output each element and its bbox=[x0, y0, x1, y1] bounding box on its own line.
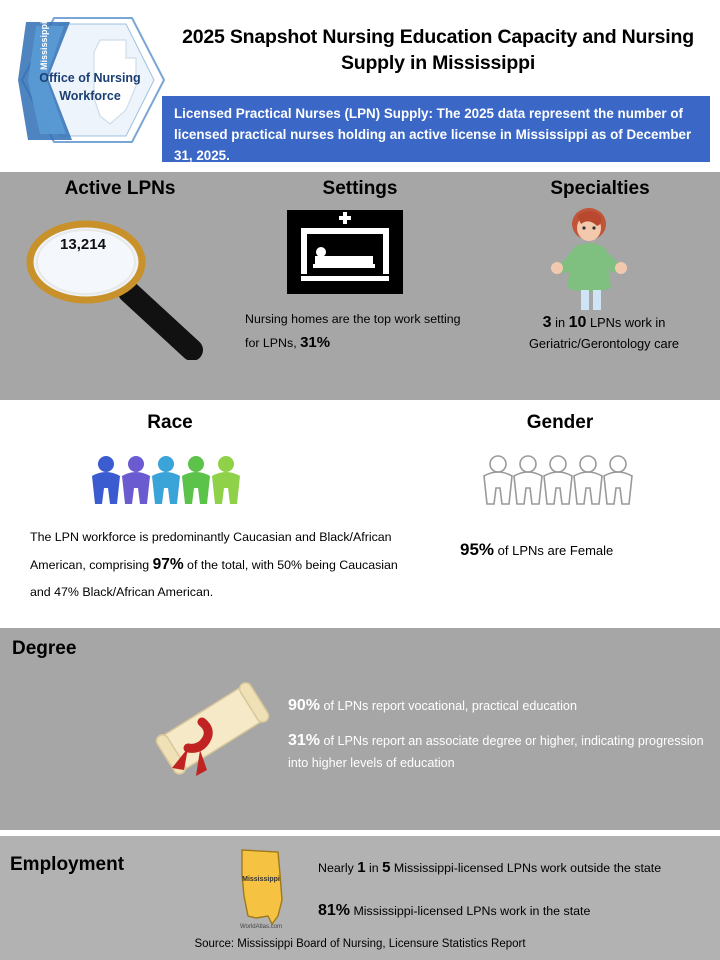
race-value: 97% bbox=[152, 556, 184, 573]
degree-line-2 bbox=[288, 730, 708, 774]
degree-line-1 bbox=[288, 696, 708, 716]
page-title: 2025 Snapshot Nursing Education Capacity and Nursing Supply in Mississippi bbox=[182, 26, 694, 74]
emp-line1-post: Mississippi-licensed LPNs work outside the state bbox=[390, 861, 662, 875]
settings-text-pre: Nursing homes are the top work setting for LPNs, bbox=[245, 312, 461, 350]
specialties-text-post: LPNs work in Geriatric/Gerontology care bbox=[528, 315, 680, 351]
specialties-value-2: 10 bbox=[568, 314, 587, 331]
specialties-heading: Specialties bbox=[550, 178, 650, 199]
diploma-scroll-icon bbox=[130, 670, 290, 790]
emp-line1-v1: 1 bbox=[357, 859, 366, 876]
specialties-block bbox=[480, 178, 720, 200]
emp-line1-mid: in bbox=[365, 861, 383, 875]
emp-line1-pre: Nearly bbox=[318, 861, 358, 875]
lpn-supply-banner: Licensed Practical Nurses (LPN) Supply: The 2025 data represent the number of licensed practical nurses holding an active license in Mississippi as of December 31, 2025. bbox=[162, 96, 710, 162]
map-watermark: WorldAtlas.com bbox=[240, 924, 282, 930]
race-heading: Race bbox=[147, 412, 193, 433]
magnifier-icon bbox=[24, 210, 214, 360]
section-race-gender bbox=[0, 400, 720, 628]
employment-line-1 bbox=[318, 858, 704, 878]
map-state-label: Mississippi bbox=[242, 876, 280, 883]
degree-line1-value: 90% bbox=[288, 697, 321, 714]
section-employment bbox=[0, 836, 720, 960]
active-lpns-count: 13,214 bbox=[60, 236, 106, 253]
section-degree bbox=[0, 628, 720, 830]
gender-text-post: of LPNs are Female bbox=[494, 543, 614, 558]
specialties-description bbox=[490, 312, 718, 354]
race-description bbox=[30, 524, 402, 606]
emp-line2-value: 81% bbox=[318, 902, 351, 919]
nurse-illustration-icon bbox=[545, 204, 631, 314]
gender-value: 95% bbox=[460, 540, 495, 559]
settings-description bbox=[240, 308, 473, 355]
mississippi-map-icon bbox=[212, 846, 310, 938]
degree-line2-value: 31% bbox=[288, 732, 321, 749]
degree-line2-text: of LPNs report an associate degree or higher, indicating progression into higher levels of education bbox=[288, 734, 704, 770]
gender-description bbox=[460, 540, 710, 560]
race-text-pre: The LPN workforce is predominantly Caucasian and Black/African American, comprising bbox=[30, 530, 392, 572]
office-of-nursing-workforce-logo bbox=[14, 12, 166, 148]
settings-value: 31% bbox=[300, 334, 331, 351]
logo-line1: Office of Nursing bbox=[39, 71, 141, 85]
specialties-mid: in bbox=[551, 315, 569, 330]
section-supply-overview bbox=[0, 172, 720, 400]
race-text-post: of the total, with 50% being Caucasian and 47% Black/African American. bbox=[30, 558, 398, 599]
logo-line2: Workforce bbox=[59, 89, 121, 103]
emp-line2-text: Mississippi-licensed LPNs work in the state bbox=[350, 904, 591, 918]
header bbox=[0, 0, 720, 172]
employment-line-2 bbox=[318, 902, 704, 920]
gender-heading: Gender bbox=[526, 412, 594, 433]
employment-heading: Employment bbox=[10, 854, 125, 875]
settings-block bbox=[240, 178, 480, 200]
active-lpns-heading: Active LPNs bbox=[64, 178, 176, 199]
specialties-value-1: 3 bbox=[542, 314, 552, 331]
degree-line1-text: of LPNs report vocational, practical education bbox=[320, 699, 577, 713]
people-outline-group-icon bbox=[480, 452, 640, 510]
emp-line1-v2: 5 bbox=[382, 859, 391, 876]
nursing-home-bed-icon bbox=[287, 210, 403, 294]
source-note: Source: Mississippi Board of Nursing, Licensure Statistics Report bbox=[194, 938, 526, 950]
settings-heading: Settings bbox=[322, 178, 398, 199]
logo-state-text: Mississippi bbox=[39, 21, 49, 70]
degree-heading: Degree bbox=[12, 638, 77, 659]
people-color-group-icon bbox=[88, 452, 248, 510]
active-lpns-block bbox=[0, 178, 240, 200]
